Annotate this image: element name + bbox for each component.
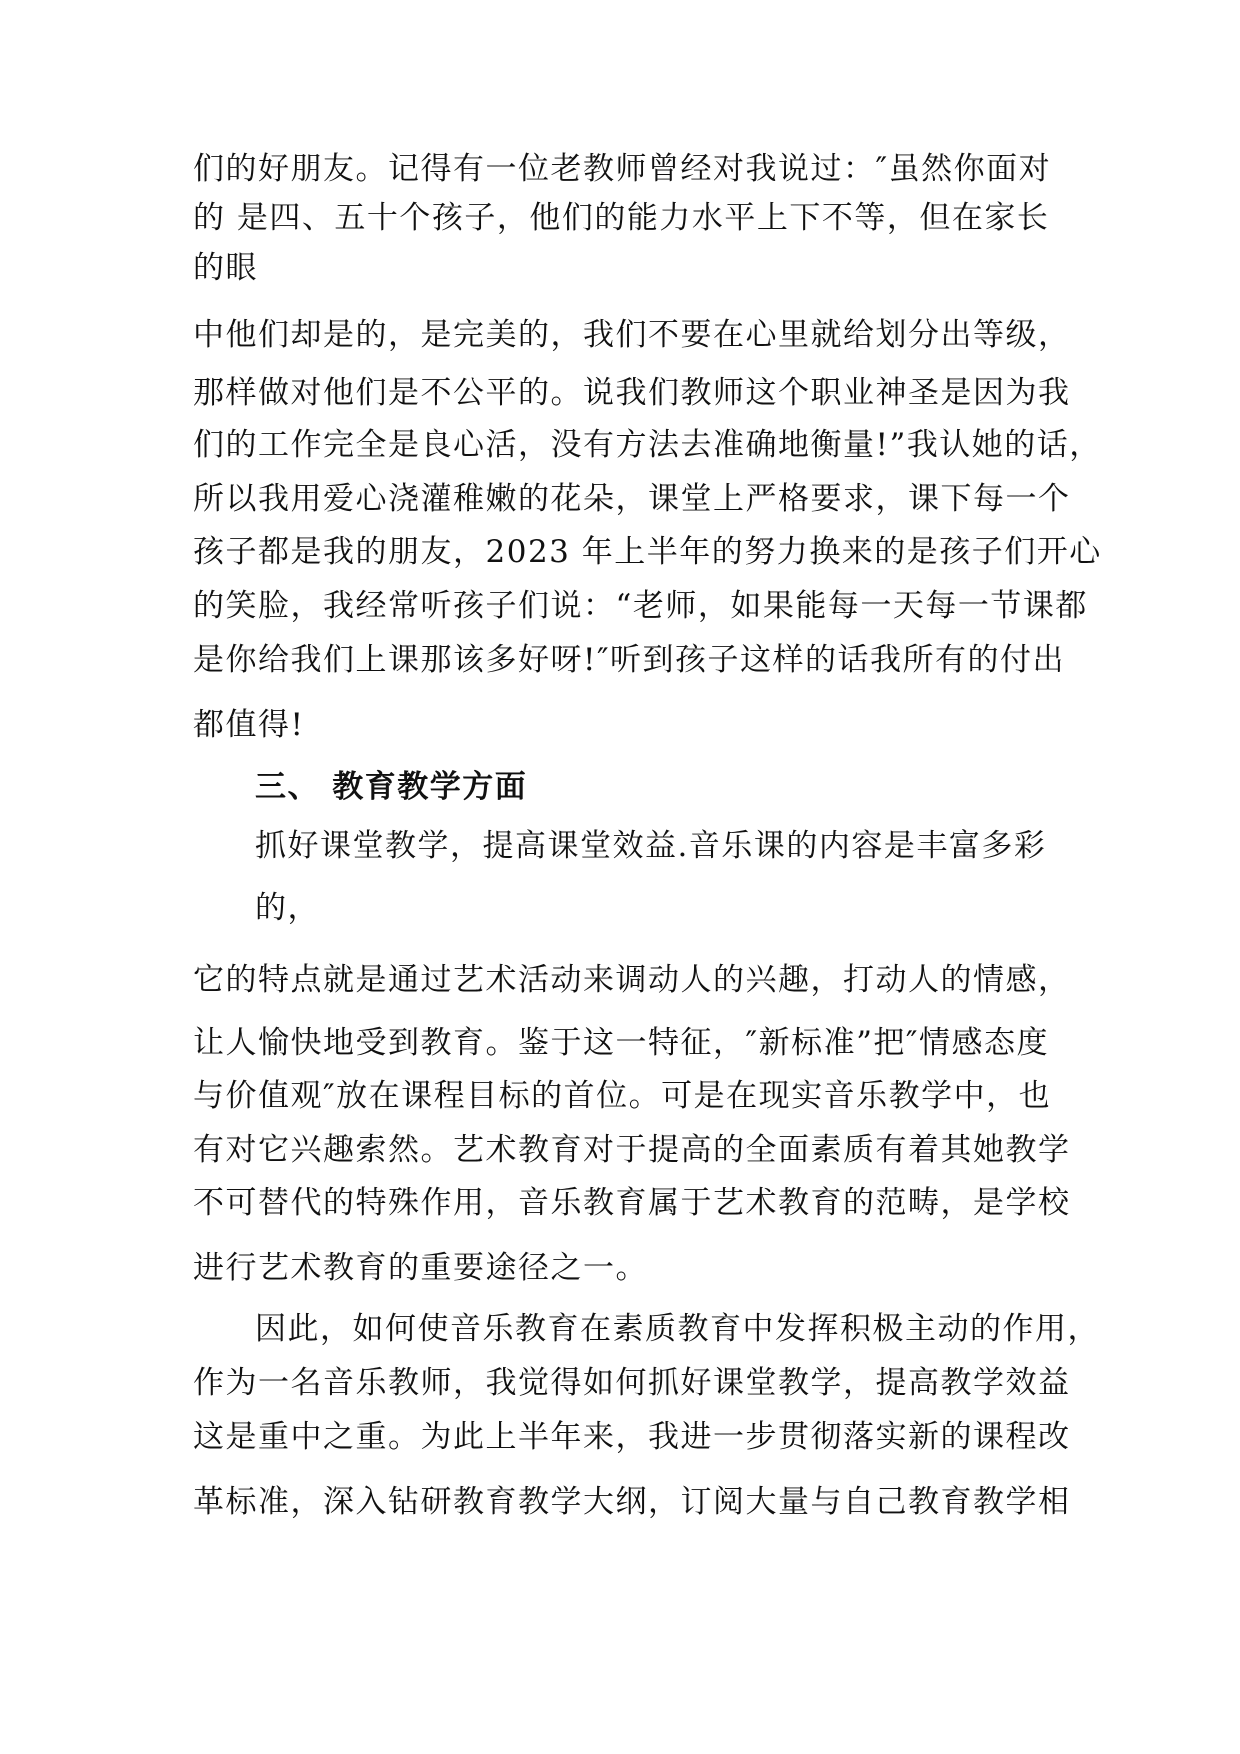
- paragraph-line: 所以我用爱心浇灌稚嫩的花朵，课堂上严格要求，课下每一个: [193, 481, 1071, 517]
- paragraph-line: 抓好课堂教学，提高课堂效益.音乐课的内容是丰富多彩: [255, 828, 1047, 864]
- paragraph-line: 作为一名音乐教师，我觉得如何抓好课堂教学，提高教学效益: [193, 1365, 1071, 1401]
- paragraph-line: 孩子都是我的朋友，2023 年上半年的努力换来的是孩子们开心: [193, 534, 1102, 570]
- paragraph-line: 革标准，深入钻研教育教学大纲，订阅大量与自己教育教学相: [193, 1484, 1071, 1520]
- paragraph-line: 有对它兴趣索然。艺术教育对于提高的全面素质有着其她教学: [193, 1132, 1071, 1168]
- paragraph-line: 让人愉快地受到教育。鉴于这一特征，″新标准”把″情感态度: [193, 1025, 1050, 1061]
- paragraph-line: 那样做对他们是不公平的。说我们教师这个职业神圣是因为我: [193, 375, 1071, 411]
- paragraph-line: 这是重中之重。为此上半年来，我进一步贯彻落实新的课程改: [193, 1419, 1071, 1455]
- paragraph-line: 的眼: [193, 250, 258, 286]
- paragraph-line: 是你给我们上课那该多好呀!″听到孩子这样的话我所有的付出: [193, 642, 1066, 678]
- paragraph-line: 它的特点就是通过艺术活动来调动人的兴趣，打动人的情感，: [193, 962, 1071, 998]
- paragraph-line: 的 是四、五十个孩子，他们的能力水平上下不等，但在家长: [193, 200, 1050, 236]
- paragraph-line: 的笑脸，我经常听孩子们说：“老师，如果能每一天每一节课都: [193, 588, 1088, 624]
- paragraph-line: 因此，如何使音乐教育在素质教育中发挥积极主动的作用，: [255, 1311, 1100, 1347]
- paragraph-line: 们的工作完全是良心活，没有方法去准确地衡量!”我认她的话，: [193, 427, 1102, 463]
- paragraph-line: 都值得!: [193, 707, 305, 743]
- paragraph-line: 进行艺术教育的重要途径之一。: [193, 1250, 648, 1286]
- paragraph-line: 们的好朋友。记得有一位老教师曾经对我说过：″虽然你面对: [193, 151, 1052, 187]
- paragraph-line: 不可替代的特殊作用，音乐教育属于艺术教育的范畴，是学校: [193, 1185, 1071, 1221]
- paragraph-line: 与价值观″放在课程目标的首位。可是在现实音乐教学中，也: [193, 1078, 1052, 1114]
- section-heading: 三、 教育教学方面: [255, 769, 528, 805]
- paragraph-line: 中他们却是的，是完美的，我们不要在心里就给划分出等级，: [193, 317, 1071, 353]
- paragraph-line: 的，: [255, 890, 320, 926]
